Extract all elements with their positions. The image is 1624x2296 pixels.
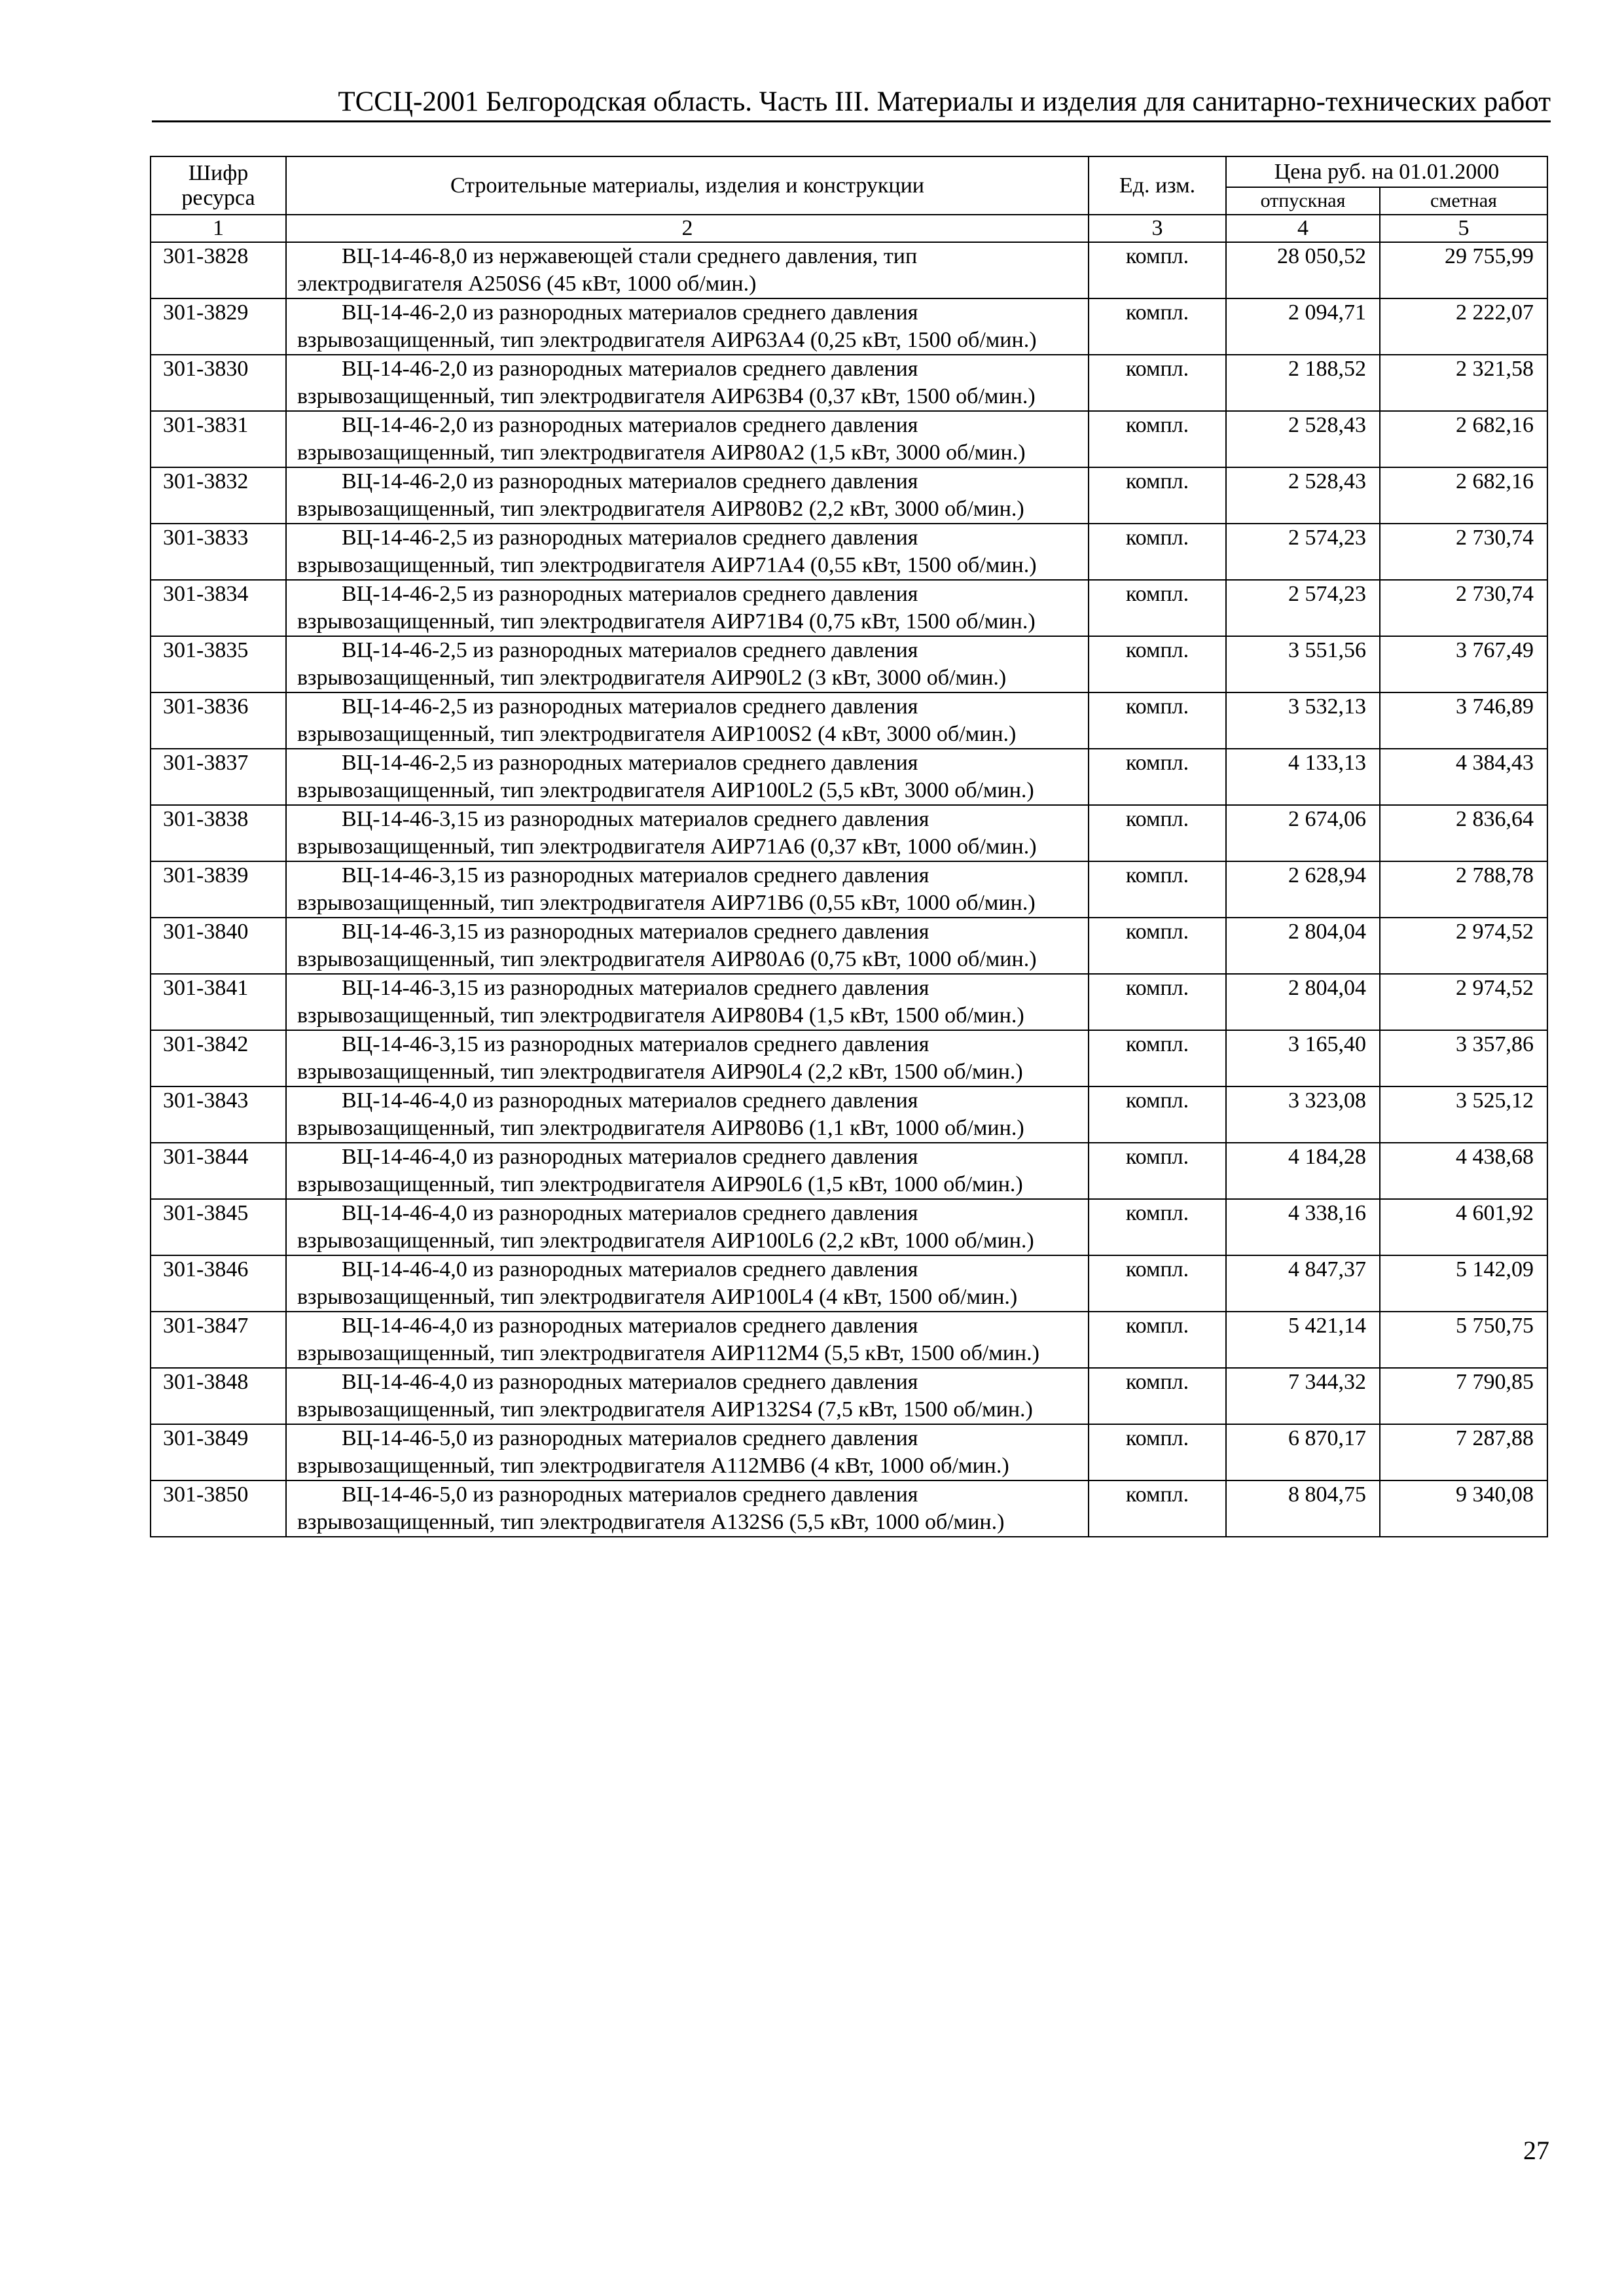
row-code-cell: 301-3845 [151, 1199, 286, 1255]
row-unit-cell: компл. [1089, 861, 1226, 918]
row-name-cell: ВЦ-14-46-2,0 из разнородных материалов среднего давления взрывозащищенный, тип электродвигателя АИР63В4 (0,37 кВт, 1500 об/мин.) [286, 355, 1089, 411]
table-row [151, 1199, 1547, 1255]
table-row [151, 692, 1547, 749]
row-unit-cell: компл. [1089, 1199, 1226, 1255]
row-estimate-price-cell: 2 682,16 [1380, 467, 1547, 524]
row-release-price-cell: 4 133,13 [1226, 749, 1380, 805]
table-row [151, 749, 1547, 805]
row-estimate-price-cell: 9 340,08 [1380, 1480, 1547, 1537]
row-unit-cell: компл. [1089, 1030, 1226, 1086]
row-name-cell: ВЦ-14-46-3,15 из разнородных материалов среднего давления взрывозащищенный, тип электродвигателя АИР80В4 (1,5 кВт, 1500 об/мин.) [286, 974, 1089, 1030]
table-row [151, 861, 1547, 918]
row-code-cell: 301-3841 [151, 974, 286, 1030]
row-code-cell: 301-3838 [151, 805, 286, 861]
row-name-cell: ВЦ-14-46-2,5 из разнородных материалов среднего давления взрывозащищенный, тип электродвигателя АИР90L2 (3 кВт, 3000 об/мин.) [286, 636, 1089, 692]
row-estimate-price-cell: 2 682,16 [1380, 411, 1547, 467]
row-estimate-price-cell: 3 746,89 [1380, 692, 1547, 749]
row-estimate-price-cell: 4 601,92 [1380, 1199, 1547, 1255]
table-row [151, 1368, 1547, 1424]
row-estimate-price-cell: 4 438,68 [1380, 1143, 1547, 1199]
row-unit-cell: компл. [1089, 1480, 1226, 1537]
table-row [151, 974, 1547, 1030]
row-name-cell: ВЦ-14-46-2,0 из разнородных материалов среднего давления взрывозащищенный, тип электродвигателя АИР80А2 (1,5 кВт, 3000 об/мин.) [286, 411, 1089, 467]
row-code-cell: 301-3836 [151, 692, 286, 749]
row-unit-cell: компл. [1089, 411, 1226, 467]
row-estimate-price-cell: 7 790,85 [1380, 1368, 1547, 1424]
table-row [151, 636, 1547, 692]
row-unit-cell: компл. [1089, 524, 1226, 580]
row-release-price-cell: 2 528,43 [1226, 467, 1380, 524]
row-name-cell: ВЦ-14-46-4,0 из разнородных материалов среднего давления взрывозащищенный, тип электродвигателя АИР132S4 (7,5 кВт, 1500 об/мин.) [286, 1368, 1089, 1424]
table-row [151, 1030, 1547, 1086]
column-number: 1 [151, 215, 286, 242]
row-estimate-price-cell: 5 750,75 [1380, 1312, 1547, 1368]
header-divider [152, 120, 1551, 122]
row-unit-cell: компл. [1089, 298, 1226, 355]
row-release-price-cell: 3 165,40 [1226, 1030, 1380, 1086]
row-release-price-cell: 2 628,94 [1226, 861, 1380, 918]
row-code-cell: 301-3834 [151, 580, 286, 636]
row-unit-cell: компл. [1089, 1312, 1226, 1368]
row-estimate-price-cell: 2 730,74 [1380, 580, 1547, 636]
row-estimate-price-cell: 2 974,52 [1380, 918, 1547, 974]
row-code-cell: 301-3840 [151, 918, 286, 974]
column-number: 2 [286, 215, 1089, 242]
row-estimate-price-cell: 2 974,52 [1380, 974, 1547, 1030]
row-code-cell: 301-3847 [151, 1312, 286, 1368]
row-name-cell: ВЦ-14-46-3,15 из разнородных материалов среднего давления взрывозащищенный, тип электродвигателя АИР90L4 (2,2 кВт, 1500 об/мин.) [286, 1030, 1089, 1086]
column-number: 4 [1226, 215, 1380, 242]
row-name-cell: ВЦ-14-46-3,15 из разнородных материалов среднего давления взрывозащищенный, тип электродвигателя АИР71А6 (0,37 кВт, 1000 об/мин.) [286, 805, 1089, 861]
row-estimate-price-cell: 3 525,12 [1380, 1086, 1547, 1143]
row-estimate-price-cell: 5 142,09 [1380, 1255, 1547, 1312]
row-release-price-cell: 8 804,75 [1226, 1480, 1380, 1537]
row-estimate-price-cell: 2 788,78 [1380, 861, 1547, 918]
row-release-price-cell: 2 804,04 [1226, 918, 1380, 974]
table-body [151, 242, 1547, 1537]
page-header-title: ТССЦ-2001 Белгородская область. Часть III. Материалы и изделия для санитарно-технических работ [338, 86, 1551, 117]
column-header-code: Шифр ресурса [151, 156, 286, 215]
row-estimate-price-cell: 2 730,74 [1380, 524, 1547, 580]
row-unit-cell: компл. [1089, 918, 1226, 974]
row-unit-cell: компл. [1089, 805, 1226, 861]
row-estimate-price-cell: 2 836,64 [1380, 805, 1547, 861]
row-name-cell: ВЦ-14-46-4,0 из разнородных материалов среднего давления взрывозащищенный, тип электродвигателя АИР100L4 (4 кВт, 1500 об/мин.) [286, 1255, 1089, 1312]
row-release-price-cell: 6 870,17 [1226, 1424, 1380, 1480]
row-code-cell: 301-3848 [151, 1368, 286, 1424]
row-code-cell: 301-3846 [151, 1255, 286, 1312]
row-release-price-cell: 2 528,43 [1226, 411, 1380, 467]
row-name-cell: ВЦ-14-46-3,15 из разнородных материалов среднего давления взрывозащищенный, тип электродвигателя АИР71В6 (0,55 кВт, 1000 об/мин.) [286, 861, 1089, 918]
table-row [151, 1143, 1547, 1199]
row-release-price-cell: 3 532,13 [1226, 692, 1380, 749]
table-row [151, 1255, 1547, 1312]
table-row [151, 1312, 1547, 1368]
row-name-cell: ВЦ-14-46-2,5 из разнородных материалов среднего давления взрывозащищенный, тип электродвигателя АИР100L2 (5,5 кВт, 3000 об/мин.) [286, 749, 1089, 805]
row-name-cell: ВЦ-14-46-8,0 из нержавеющей стали среднего давления, тип электродвигателя А250S6 (45 кВт, 1000 об/мин.) [286, 242, 1089, 298]
table-row [151, 580, 1547, 636]
row-estimate-price-cell: 3 767,49 [1380, 636, 1547, 692]
row-code-cell: 301-3832 [151, 467, 286, 524]
table-row [151, 1086, 1547, 1143]
column-header-price-group: Цена руб. на 01.01.2000 [1226, 156, 1547, 187]
row-unit-cell: компл. [1089, 1255, 1226, 1312]
row-estimate-price-cell: 2 321,58 [1380, 355, 1547, 411]
row-release-price-cell: 2 574,23 [1226, 580, 1380, 636]
column-header-release-price: отпускная [1226, 187, 1380, 215]
row-estimate-price-cell: 4 384,43 [1380, 749, 1547, 805]
table-row [151, 1480, 1547, 1537]
row-code-cell: 301-3829 [151, 298, 286, 355]
row-name-cell: ВЦ-14-46-3,15 из разнородных материалов среднего давления взрывозащищенный, тип электродвигателя АИР80А6 (0,75 кВт, 1000 об/мин.) [286, 918, 1089, 974]
row-name-cell: ВЦ-14-46-4,0 из разнородных материалов среднего давления взрывозащищенный, тип электродвигателя АИР80В6 (1,1 кВт, 1000 об/мин.) [286, 1086, 1089, 1143]
row-unit-cell: компл. [1089, 1143, 1226, 1199]
page-number: 27 [1523, 2136, 1549, 2165]
row-estimate-price-cell: 29 755,99 [1380, 242, 1547, 298]
column-number: 3 [1089, 215, 1226, 242]
row-code-cell: 301-3831 [151, 411, 286, 467]
table-header [151, 156, 1547, 242]
row-name-cell: ВЦ-14-46-2,5 из разнородных материалов среднего давления взрывозащищенный, тип электродвигателя АИР71В4 (0,75 кВт, 1500 об/мин.) [286, 580, 1089, 636]
row-code-cell: 301-3843 [151, 1086, 286, 1143]
row-code-cell: 301-3835 [151, 636, 286, 692]
row-name-cell: ВЦ-14-46-2,5 из разнородных материалов среднего давления взрывозащищенный, тип электродвигателя АИР71А4 (0,55 кВт, 1500 об/мин.) [286, 524, 1089, 580]
row-release-price-cell: 5 421,14 [1226, 1312, 1380, 1368]
row-estimate-price-cell: 7 287,88 [1380, 1424, 1547, 1480]
row-unit-cell: компл. [1089, 692, 1226, 749]
row-unit-cell: компл. [1089, 636, 1226, 692]
row-release-price-cell: 4 338,16 [1226, 1199, 1380, 1255]
row-estimate-price-cell: 2 222,07 [1380, 298, 1547, 355]
row-release-price-cell: 2 094,71 [1226, 298, 1380, 355]
row-name-cell: ВЦ-14-46-4,0 из разнородных материалов среднего давления взрывозащищенный, тип электродвигателя АИР90L6 (1,5 кВт, 1000 об/мин.) [286, 1143, 1089, 1199]
row-name-cell: ВЦ-14-46-2,5 из разнородных материалов среднего давления взрывозащищенный, тип электродвигателя АИР100S2 (4 кВт, 3000 об/мин.) [286, 692, 1089, 749]
row-release-price-cell: 2 188,52 [1226, 355, 1380, 411]
row-unit-cell: компл. [1089, 974, 1226, 1030]
row-release-price-cell: 3 323,08 [1226, 1086, 1380, 1143]
row-name-cell: ВЦ-14-46-4,0 из разнородных материалов среднего давления взрывозащищенный, тип электродвигателя АИР112М4 (5,5 кВт, 1500 об/мин.) [286, 1312, 1089, 1368]
row-unit-cell: компл. [1089, 242, 1226, 298]
row-name-cell: ВЦ-14-46-2,0 из разнородных материалов среднего давления взрывозащищенный, тип электродвигателя АИР80В2 (2,2 кВт, 3000 об/мин.) [286, 467, 1089, 524]
row-release-price-cell: 4 184,28 [1226, 1143, 1380, 1199]
row-unit-cell: компл. [1089, 1086, 1226, 1143]
row-name-cell: ВЦ-14-46-5,0 из разнородных материалов среднего давления взрывозащищенный, тип электродвигателя А132S6 (5,5 кВт, 1000 об/мин.) [286, 1480, 1089, 1537]
price-table [150, 156, 1548, 1537]
table-row [151, 242, 1547, 298]
row-release-price-cell: 3 551,56 [1226, 636, 1380, 692]
row-code-cell: 301-3830 [151, 355, 286, 411]
row-release-price-cell: 7 344,32 [1226, 1368, 1380, 1424]
row-unit-cell: компл. [1089, 580, 1226, 636]
table-row [151, 805, 1547, 861]
row-name-cell: ВЦ-14-46-5,0 из разнородных материалов среднего давления взрывозащищенный, тип электродвигателя А112МВ6 (4 кВт, 1000 об/мин.) [286, 1424, 1089, 1480]
column-number-row [151, 215, 1547, 242]
column-header-name: Строительные материалы, изделия и конструкции [286, 156, 1089, 215]
row-unit-cell: компл. [1089, 1424, 1226, 1480]
row-release-price-cell: 2 674,06 [1226, 805, 1380, 861]
row-code-cell: 301-3839 [151, 861, 286, 918]
table-row [151, 411, 1547, 467]
row-code-cell: 301-3844 [151, 1143, 286, 1199]
row-name-cell: ВЦ-14-46-2,0 из разнородных материалов среднего давления взрывозащищенный, тип электродвигателя АИР63А4 (0,25 кВт, 1500 об/мин.) [286, 298, 1089, 355]
row-code-cell: 301-3833 [151, 524, 286, 580]
row-release-price-cell: 4 847,37 [1226, 1255, 1380, 1312]
table-row [151, 524, 1547, 580]
row-estimate-price-cell: 3 357,86 [1380, 1030, 1547, 1086]
table-row [151, 918, 1547, 974]
row-unit-cell: компл. [1089, 355, 1226, 411]
table-row [151, 355, 1547, 411]
column-header-estimate-price: сметная [1380, 187, 1547, 215]
table-row [151, 298, 1547, 355]
row-release-price-cell: 28 050,52 [1226, 242, 1380, 298]
table-row [151, 467, 1547, 524]
row-code-cell: 301-3849 [151, 1424, 286, 1480]
row-unit-cell: компл. [1089, 749, 1226, 805]
table-row [151, 1424, 1547, 1480]
row-unit-cell: компл. [1089, 467, 1226, 524]
row-code-cell: 301-3842 [151, 1030, 286, 1086]
row-code-cell: 301-3850 [151, 1480, 286, 1537]
row-code-cell: 301-3828 [151, 242, 286, 298]
row-release-price-cell: 2 574,23 [1226, 524, 1380, 580]
row-release-price-cell: 2 804,04 [1226, 974, 1380, 1030]
row-unit-cell: компл. [1089, 1368, 1226, 1424]
column-number: 5 [1380, 215, 1547, 242]
column-header-unit: Ед. изм. [1089, 156, 1226, 215]
row-name-cell: ВЦ-14-46-4,0 из разнородных материалов среднего давления взрывозащищенный, тип электродвигателя АИР100L6 (2,2 кВт, 1000 об/мин.) [286, 1199, 1089, 1255]
row-code-cell: 301-3837 [151, 749, 286, 805]
